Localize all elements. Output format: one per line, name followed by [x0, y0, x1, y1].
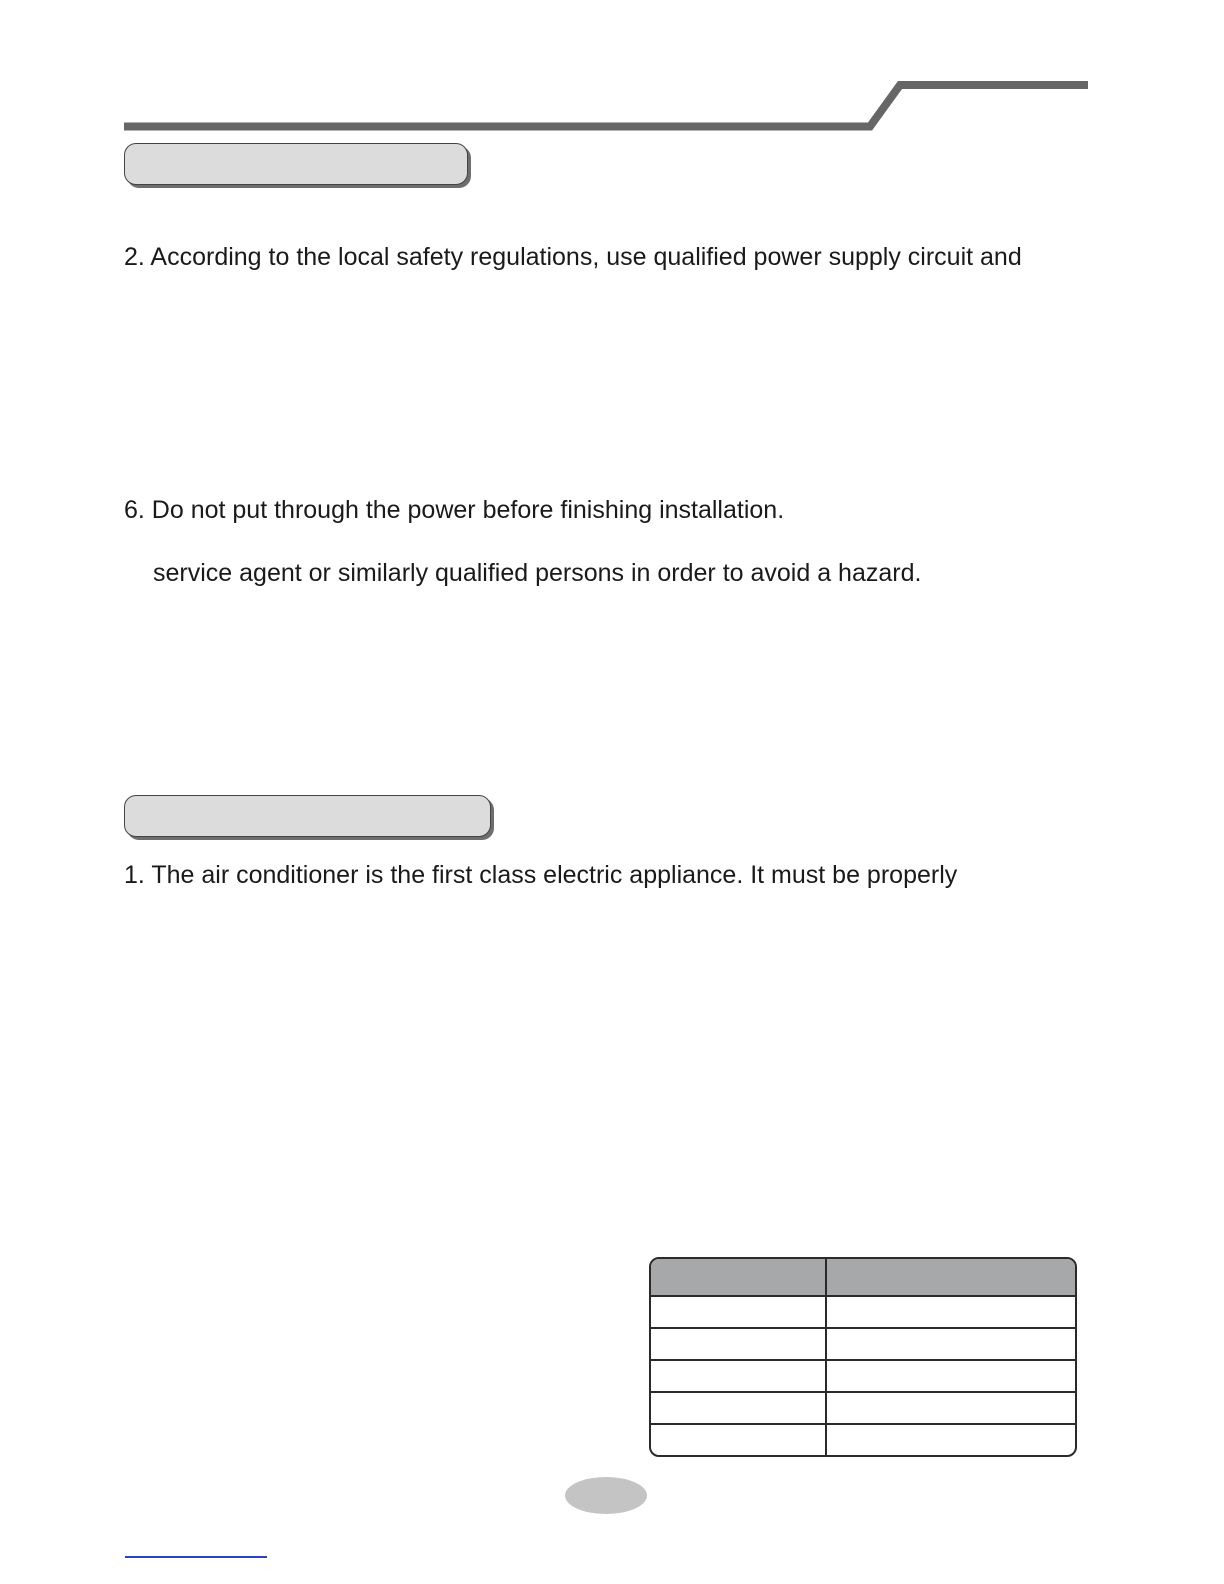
paragraph-item-6: 6. Do not put through the power before finishing installation.	[124, 496, 785, 524]
paragraph-item-1: 1. The air conditioner is the first class electric appliance. It must be properly	[124, 861, 958, 889]
table-cell	[651, 1393, 827, 1423]
table-cell	[651, 1297, 827, 1327]
table-cell	[651, 1425, 827, 1455]
table-cell	[827, 1329, 1075, 1359]
paragraph-continuation: service agent or similarly qualified persons in order to avoid a hazard.	[153, 559, 922, 587]
paragraph-item-2: 2. According to the local safety regulations, use qualified power supply circuit and	[124, 243, 1022, 271]
page-number-badge	[565, 1477, 647, 1514]
section-heading-pill	[124, 795, 491, 837]
table-row	[651, 1391, 1075, 1423]
table-row	[651, 1423, 1075, 1455]
table-row	[651, 1295, 1075, 1327]
table-header-cell	[827, 1259, 1075, 1295]
table-cell	[827, 1297, 1075, 1327]
table-cell	[827, 1393, 1075, 1423]
table-header-cell	[651, 1259, 827, 1295]
table-header-row	[651, 1259, 1075, 1295]
section-heading-pill	[124, 143, 468, 185]
table-cell	[651, 1361, 827, 1391]
footer-link[interactable]	[125, 1556, 267, 1558]
table-row	[651, 1359, 1075, 1391]
header-rule	[0, 0, 1224, 140]
table-cell	[827, 1425, 1075, 1455]
table-row	[651, 1327, 1075, 1359]
table-cell	[651, 1329, 827, 1359]
spec-table	[649, 1257, 1077, 1457]
table-cell	[827, 1361, 1075, 1391]
